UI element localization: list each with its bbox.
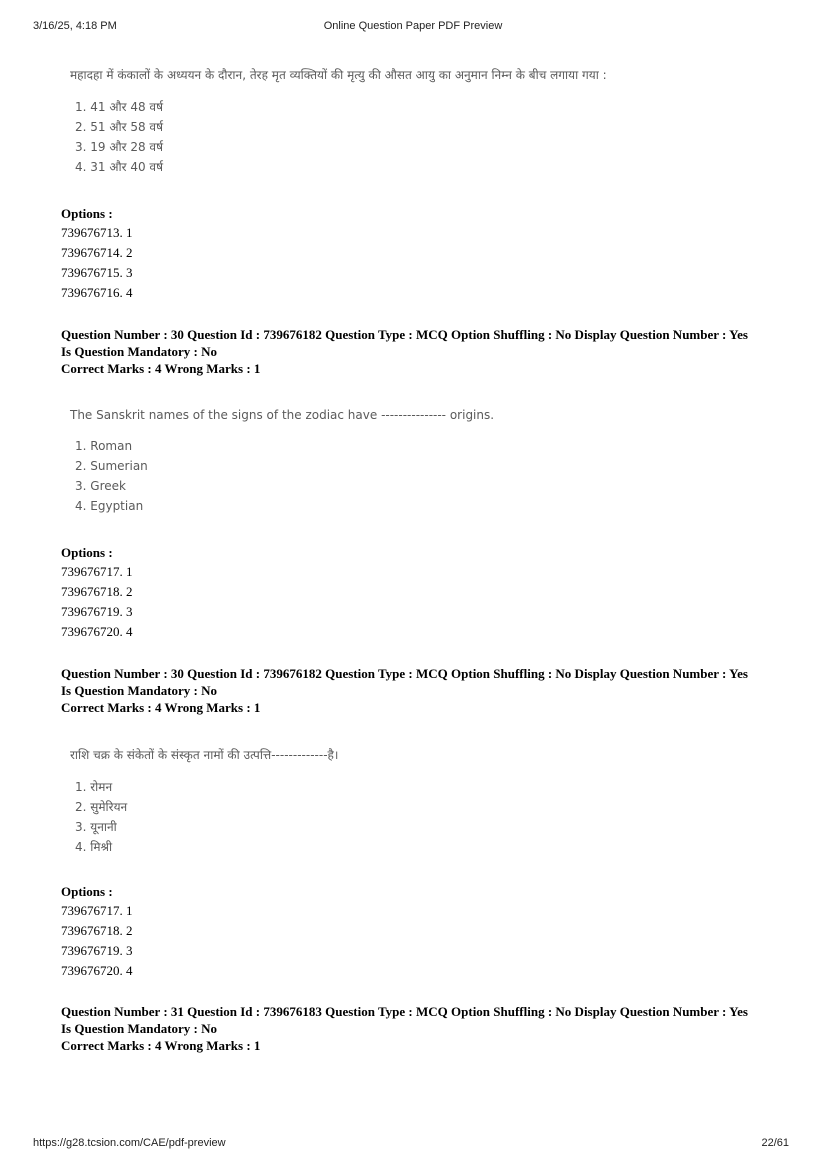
options-label: Options : (61, 884, 113, 899)
question-meta (61, 1003, 781, 1054)
choice-item: 1. Roman (75, 439, 133, 453)
choice-item: 3. 19 और 28 वर्ष (75, 140, 164, 154)
question-marks: Correct Marks : 4 Wrong Marks : 1 (61, 1038, 261, 1053)
choice-item: 3. Greek (75, 479, 126, 493)
option-id: 739676713. 1 (61, 225, 133, 240)
choice-item: 1. रोमन (75, 780, 113, 794)
question-meta-line: Question Number : 30 Question Id : 739676182 Question Type : MCQ Option Shuffling : No Display Question Number : Yes (61, 327, 748, 342)
option-id: 739676718. 2 (61, 584, 133, 599)
question-image-hindi-1 (70, 66, 607, 177)
question-meta-line: Question Number : 31 Question Id : 739676183 Question Type : MCQ Option Shuffling : No Display Question Number : Yes (61, 1004, 748, 1019)
options-label: Options : (61, 206, 113, 221)
question-stem: महादहा में कंकालों के अध्ययन के दौरान, तेरह मृत व्यक्तियों की मृत्यु की औसत आयु का अनुमान निम्न के बीच लगाया गया : (70, 68, 607, 82)
question-meta (61, 665, 781, 716)
question-marks: Correct Marks : 4 Wrong Marks : 1 (61, 700, 261, 715)
question-image-hindi-2 (70, 746, 338, 857)
option-id: 739676720. 4 (61, 624, 133, 639)
choice-item: 4. 31 और 40 वर्ष (75, 160, 164, 174)
option-id: 739676719. 3 (61, 604, 133, 619)
option-id: 739676719. 3 (61, 943, 133, 958)
print-datetime: 3/16/25, 4:18 PM (33, 20, 117, 32)
question-stem: राशि चक्र के संकेतों के संस्कृत नामों की उत्पत्ति-------------है। (70, 748, 339, 762)
options-list (61, 882, 133, 981)
options-list (61, 204, 133, 303)
choice-item: 3. यूनानी (75, 820, 117, 834)
option-id: 739676718. 2 (61, 923, 133, 938)
page-url: https://g28.tcsion.com/CAE/pdf-preview (33, 1137, 226, 1149)
choice-item: 1. 41 और 48 वर्ष (75, 100, 164, 114)
question-image-english (70, 408, 494, 516)
choice-item: 4. Egyptian (75, 499, 144, 513)
option-id: 739676717. 1 (61, 564, 133, 579)
option-id: 739676716. 4 (61, 285, 133, 300)
options-label: Options : (61, 545, 113, 560)
question-meta (61, 326, 781, 377)
question-mandatory: Is Question Mandatory : No (61, 1021, 218, 1036)
question-mandatory: Is Question Mandatory : No (61, 683, 218, 698)
page-title: Online Question Paper PDF Preview (323, 20, 503, 32)
choice-item: 2. Sumerian (75, 459, 148, 473)
option-id: 739676720. 4 (61, 963, 133, 978)
question-meta-line: Question Number : 30 Question Id : 739676182 Question Type : MCQ Option Shuffling : No Display Question Number : Yes (61, 666, 748, 681)
option-id: 739676715. 3 (61, 265, 133, 280)
question-stem: The Sanskrit names of the signs of the zodiac have --------------- origins. (70, 408, 495, 422)
option-id: 739676714. 2 (61, 245, 133, 260)
page-number: 22/61 (761, 1137, 789, 1149)
choice-item: 2. 51 और 58 वर्ष (75, 120, 164, 134)
choice-item: 4. मिश्री (75, 840, 113, 854)
question-marks: Correct Marks : 4 Wrong Marks : 1 (61, 361, 261, 376)
option-id: 739676717. 1 (61, 903, 133, 918)
choice-item: 2. सुमेरियन (75, 800, 128, 814)
options-list (61, 543, 133, 642)
question-mandatory: Is Question Mandatory : No (61, 344, 218, 359)
